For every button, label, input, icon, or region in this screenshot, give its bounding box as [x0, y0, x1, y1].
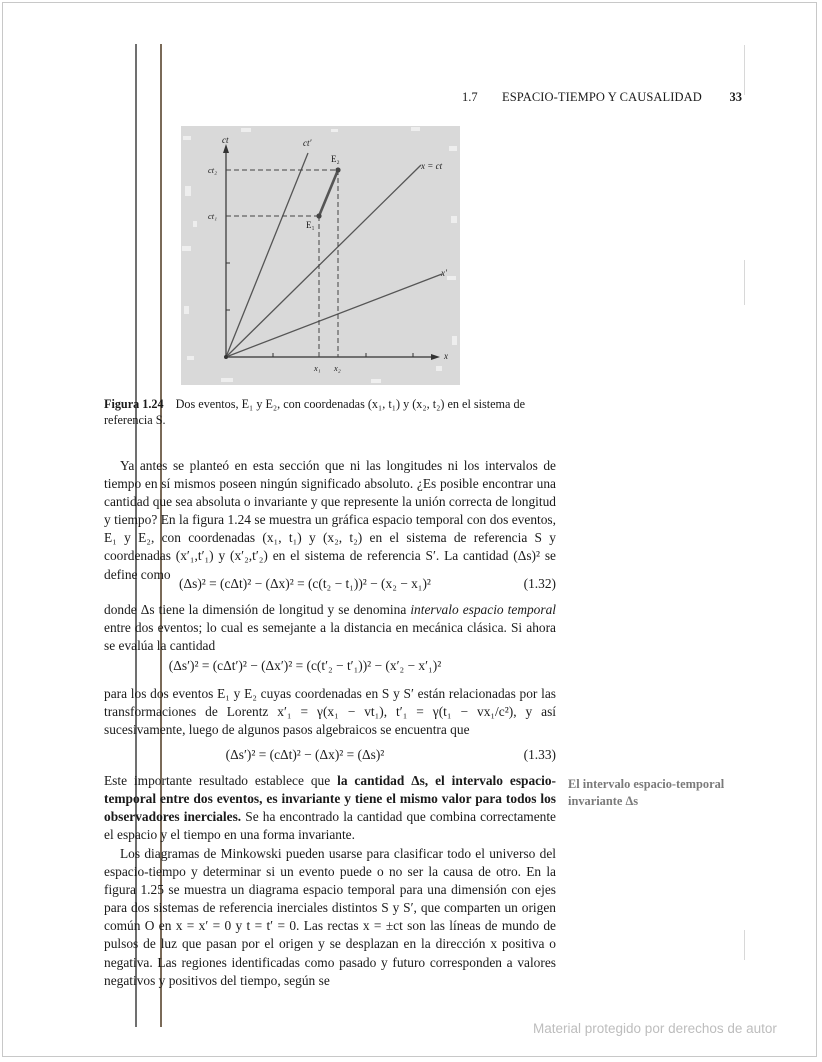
equation-number: (1.32) [523, 576, 556, 591]
paragraph-text: para los dos eventos E₁ y E₂ cuyas coordenadas en S y S′ están relacionadas por las transformaciones de Lorentz x′₁ = γ(x₁ − vt₁), t′₁ = γ(t₁ − vx₁/c²), y así sucesivamente, luego de algunos pasos algebraicos se encuentra que [104, 686, 556, 738]
figure-label: Figura 1.24 [104, 397, 164, 411]
margin-rule [744, 45, 745, 95]
paragraph-text: Se ha encontrado la cantidad que combina correctamente el espacio y el tiempo en una forma invariante. [104, 809, 556, 843]
figure-caption [104, 396, 556, 428]
copyright-watermark: Material protegido por derechos de autor [533, 1021, 777, 1036]
equation-expression: (Δs′)² = (cΔt′)² − (Δx′)² = (c(t′₂ − t′₁))² − (x′₂ − x′₁)² [168, 658, 442, 673]
paragraph-text: Este importante resultado establece que [104, 773, 338, 788]
ct-axis-label: ct [222, 135, 229, 145]
defined-term: intervalo espacio temporal [410, 602, 557, 617]
ct-prime-axis-label: ct′ [303, 138, 312, 148]
paragraph-text: Ya antes se planteó en esta sección que ni las longitudes ni los intervalos de tiempo en sí mismos poseen ningún significado absoluto. ¿Es posible encontrar una cantidad que sea absoluta o invariante y que represente la unión correcta de longitud y tiempo? En la figura 1.24 se muestra un gráfica espacio temporal con dos eventos, E₁ y E₂, con coordenadas (x₁, t₁) y (x₂, t₂) en el sistema de referencia S y coordenadas (x′₁,t′₁) y (x′₂,t′₂) en el sistema de referencia S′. La cantidad (Δs)² se define como [104, 458, 556, 582]
x2-label: x₂ [334, 363, 341, 373]
light-line-label: x = ct [421, 161, 443, 171]
paragraph-text: donde Δs tiene la dimensión de longitud y se denomina [104, 602, 411, 617]
paragraph-text: entre dos eventos; lo cual es semejante a la distancia en mecánica clásica. Si ahora se evalúa la cantidad [104, 620, 556, 654]
event-e2-label: E₂ [331, 154, 340, 164]
caption-text: Dos eventos, E₁ y E₂, con coordenadas (x₁, t₁) y (x₂, t₂) en el sistema de referencia S. [104, 397, 525, 427]
margin-rule [744, 260, 745, 305]
paragraph-3 [104, 685, 556, 739]
section-title: ESPACIO-TIEMPO Y CAUSALIDAD [502, 90, 702, 104]
x1-label: x₁ [314, 363, 321, 373]
x-prime-axis-label: x′ [441, 268, 447, 278]
figure-background [181, 126, 460, 385]
equation-1-33 [104, 745, 556, 765]
key-statement: la cantidad Δs, el intervalo espacio-temporal entre dos eventos, es invariante y tiene el mismo valor para todos los observadores inerciales. [104, 773, 556, 825]
paragraph-1 [104, 457, 556, 584]
paragraph-text: Los diagramas de Minkowski pueden usarse para clasificar todo el universo del espacio-tiempo y determinar si un evento puede o no ser la causa de otro. En la figura 1.25 se muestra un diagrama espacio temporal para una dimensión con ejes para dos sistemas de referencia inerciales distintos S y S′, que comparten un origen común O en x = x′ = 0 y t = t′ = 0. Las rectas x = ±ct son las líneas de mundo de pulsos de luz que pasan por el origen y se desplazan en la dirección x positiva o negativa. Las regiones identificadas como pasado y futuro corresponden a valores negativos y positivos del tiempo, según se [104, 846, 556, 988]
spacetime-diagram [181, 126, 460, 385]
event-e2-point [335, 167, 340, 172]
event-e1-label: E₁ [306, 220, 315, 230]
paragraph-5 [104, 845, 556, 990]
margin-note-line: El intervalo espacio-temporal [568, 777, 725, 791]
section-number: 1.7 [462, 90, 478, 104]
margin-note [568, 776, 748, 810]
origin-point [224, 355, 228, 359]
ct2-label: ct₂ [208, 165, 218, 175]
margin-rule [744, 930, 745, 960]
equation-expression: (Δs′)² = (cΔt)² − (Δx)² = (Δs)² [225, 747, 385, 762]
paragraph-2 [104, 601, 556, 655]
page-number: 33 [729, 90, 742, 104]
equation-expression: (Δs)² = (cΔt)² − (Δx)² = (c(t₂ − t₁))² − (x₂ − x₁)² [179, 576, 431, 591]
event-e1-point [316, 213, 321, 218]
equation-unnumbered [104, 656, 556, 676]
equation-number: (1.33) [523, 747, 556, 762]
margin-note-line: invariante Δs [568, 794, 639, 808]
paragraph-4 [104, 772, 556, 844]
equation-1-32 [104, 574, 556, 594]
x-axis-label: x [444, 351, 448, 361]
ct1-label: ct₁ [208, 211, 218, 221]
running-head [462, 90, 742, 108]
